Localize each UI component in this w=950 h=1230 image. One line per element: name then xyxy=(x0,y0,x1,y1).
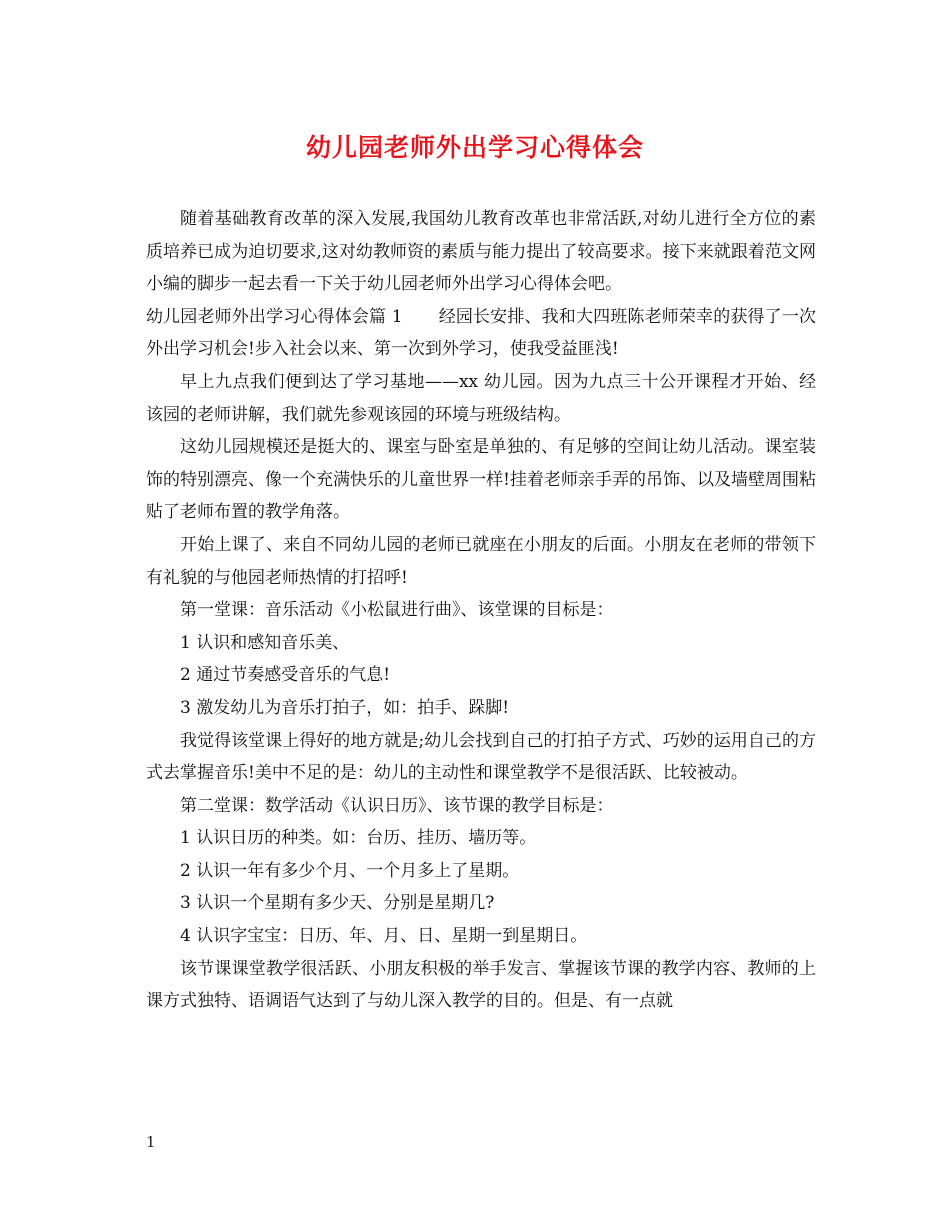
document-body xyxy=(146,203,816,1018)
lesson-two-goal: 2 认识一年有多少个月、一个月多上了星期。 xyxy=(180,860,520,881)
section-paragraph xyxy=(146,301,816,366)
lesson-one-goal: 3 激发幼儿为音乐打拍子，如：拍手、跺脚! xyxy=(180,697,510,718)
body-paragraph: 这幼儿园规模还是挺大的、课室与卧室是单独的、有足够的空间让幼儿活动。课室装饰的特别漂亮、像一个充满快乐的儿童世界一样!挂着老师亲手弄的吊饰、以及墙壁周围粘贴了老师布置的教学角落。 xyxy=(146,437,816,523)
lesson-two-heading: 第二堂课：数学活动《认识日历》、该节课的教学目标是： xyxy=(180,795,614,816)
body-paragraph: 开始上课了、来自不同幼儿园的老师已就座在小朋友的后面。小朋友在老师的带领下有礼貌的与他园老师热情的打招呼! xyxy=(146,534,816,588)
lesson-two-goal: 3 认识一个星期有多少天、分别是星期几? xyxy=(180,893,495,914)
page-number: 1 xyxy=(146,1133,156,1151)
lesson-one-goal: 2 通过节奏感受音乐的气息! xyxy=(180,665,391,686)
document-title: 幼儿园老师外出学习心得体会 xyxy=(305,133,644,162)
intro-paragraph: 随着基础教育改革的深入发展,我国幼儿教育改革也非常活跃,对幼儿进行全方位的素质培养已成为迫切要求,这对幼教师资的素质与能力提出了较高要求。接下来就跟着范文网小编的脚步一起去看一下关于幼儿园老师外出学习心得体会吧。 xyxy=(146,209,816,295)
lesson-one-goal: 1 认识和感知音乐美、 xyxy=(180,632,350,653)
body-paragraph: 该节课课堂教学很活跃、小朋友积极的举手发言、掌握该节课的教学内容、教师的上课方式独特、语调语气达到了与幼儿深入教学的目的。但是、有一点就 xyxy=(146,958,816,1012)
section-first-paragraph: 经园长安排、我和大四班陈老师荣幸的获得了一次外出学习机会!步入社会以来、第一次到外学习，使我受益匪浅! xyxy=(146,306,816,360)
body-paragraph: 我觉得该堂课上得好的地方就是;幼儿会找到自己的打拍子方式、巧妙的运用自己的方式去掌握音乐!美中不足的是：幼儿的主动性和课堂教学不是很活跃、比较被动。 xyxy=(146,730,816,784)
lesson-two-goal: 1 认识日历的种类。如：台历、挂历、墙历等。 xyxy=(180,828,537,849)
section-heading: 幼儿园老师外出学习心得体会篇 1 xyxy=(146,306,403,327)
lesson-one-heading: 第一堂课：音乐活动《小松鼠进行曲》、该堂课的目标是： xyxy=(180,600,614,621)
lesson-two-goal: 4 认识字宝宝：日历、年、月、日、星期一到星期日。 xyxy=(180,926,588,947)
body-paragraph: 早上九点我们便到达了学习基地——xx 幼儿园。因为九点三十公开课程才开始、经该园的老师讲解，我们就先参观该园的环境与班级结构。 xyxy=(146,371,816,425)
